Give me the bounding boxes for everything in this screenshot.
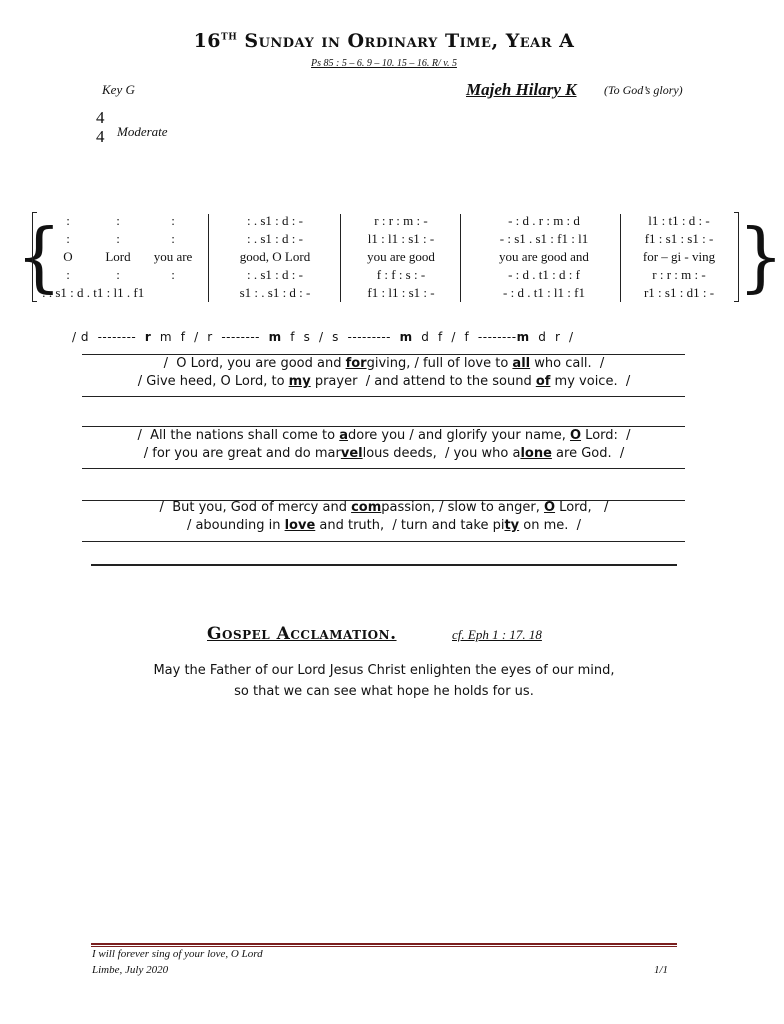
- score-cell: :: [116, 213, 120, 228]
- stressed-syllable: com: [351, 500, 382, 515]
- verse-1-line-1: [0, 356, 768, 371]
- score-cell: :: [66, 231, 70, 246]
- title-text: Sunday in Ordinary Time, Year A: [244, 30, 575, 52]
- score-cell: - : s1 . s1 : f1 : l1: [499, 231, 589, 246]
- stressed-syllable: my: [288, 374, 311, 389]
- solfa-summary-segment: m f / r --------: [151, 330, 269, 344]
- score-cell: l1 : t1 : d : -: [648, 213, 710, 228]
- stressed-syllable: love: [284, 518, 316, 533]
- score-cell: : . s1 : d : -: [247, 231, 303, 246]
- verse-text: / abounding in: [186, 518, 285, 533]
- stressed-syllable: O: [569, 428, 582, 443]
- score-cell: :: [66, 267, 70, 282]
- score-cell: O: [63, 249, 73, 264]
- verse-rule: [82, 396, 685, 397]
- verse-text: on me. /: [519, 518, 582, 533]
- solfa-voice-row-4: [20, 266, 748, 284]
- time-signature: [96, 108, 105, 146]
- verse-text: / Give heed, O Lord, to: [137, 374, 289, 389]
- score-cell: l1 : l1 : s1 : -: [367, 231, 435, 246]
- score-cell: - : d . t1 : d : f: [508, 267, 580, 282]
- solfa-summary-segment: m: [516, 330, 530, 344]
- score-cell: you are good and: [499, 249, 589, 264]
- tempo-marking: Moderate: [117, 124, 168, 139]
- composer-name: Majeh Hilary K: [466, 80, 577, 99]
- score-cell: :: [116, 267, 120, 282]
- verse-text: passion, / slow to anger,: [381, 500, 544, 515]
- verse-text: Lord: /: [581, 428, 631, 443]
- stressed-syllable: a: [339, 428, 349, 443]
- solfa-voice-row-5: [20, 284, 748, 302]
- section-divider: [91, 564, 677, 566]
- time-signature-bottom: 4: [96, 127, 105, 146]
- solfa-voice-row-1: [20, 212, 748, 230]
- solfa-voice-row-2: [20, 230, 748, 248]
- system-brace-right-outer: }: [738, 211, 784, 301]
- page-title: [0, 30, 768, 52]
- title-ordinal-suffix: TH: [221, 32, 238, 43]
- dedication: (To God’s glory): [604, 83, 683, 97]
- stressed-syllable: O: [543, 500, 556, 515]
- score-cell: r1 : s1 : d1 : -: [643, 285, 715, 300]
- verse-rule: [82, 426, 685, 427]
- stressed-syllable: all: [512, 356, 531, 371]
- score-cell: you are: [153, 249, 193, 264]
- psalm-reference: Ps 85 : 5 – 6. 9 – 10. 15 – 16. R/ v. 5: [311, 58, 457, 69]
- score-cell: [142, 284, 204, 302]
- score-cell: you are good: [367, 249, 435, 264]
- solfa-score: [16, 211, 784, 304]
- score-cell: : . s1 : d . t1 : l1 . f1: [42, 285, 145, 300]
- footer-rule-secondary: [91, 946, 677, 947]
- verse-text: prayer / and attend to the sound: [310, 374, 536, 389]
- stressed-syllable: lone: [520, 446, 552, 461]
- verse-text: lous deeds, / you who a: [362, 446, 521, 461]
- verse-text: / O Lord, you are good and: [163, 356, 346, 371]
- score-cell: :: [66, 213, 70, 228]
- gospel-acclamation-title: Gospel Acclamation.: [207, 624, 397, 644]
- score-cell: f1 : s1 : s1 : -: [644, 231, 714, 246]
- stressed-syllable: of: [535, 374, 551, 389]
- score-cell: s1 : . s1 : d : -: [239, 285, 311, 300]
- stressed-syllable: for: [345, 356, 367, 371]
- verse-rule: [82, 541, 685, 542]
- score-cell: - : d . t1 : l1 : f1: [503, 285, 585, 300]
- verse-1-line-2: [0, 374, 768, 389]
- verse-2-line-2: [0, 446, 768, 461]
- score-cell: - : d . r : m : d: [508, 213, 580, 228]
- solfa-summary-segment: m: [268, 330, 282, 344]
- time-signature-top: 4: [96, 108, 105, 127]
- stressed-syllable: ty: [504, 518, 520, 533]
- verse-3-line-2: [0, 518, 768, 533]
- solfa-summary-segment: d f / f --------: [412, 330, 517, 344]
- score-cell: :: [171, 267, 175, 282]
- score-cell: :: [116, 231, 120, 246]
- verse-text: and truth, / turn and take pi: [315, 518, 505, 533]
- score-cell: :: [171, 231, 175, 246]
- lyrics-row: [20, 248, 748, 266]
- solfa-summary-segment: m: [399, 330, 413, 344]
- solfa-summary-segment: d r /: [529, 330, 574, 344]
- footer-place-date: Limbe, July 2020: [92, 964, 169, 976]
- verse-text: my voice. /: [550, 374, 631, 389]
- score-cell: good, O Lord: [239, 249, 311, 264]
- verse-rule: [82, 468, 685, 469]
- score-cell: for – gi - ving: [642, 249, 716, 264]
- score-cell: :: [171, 213, 175, 228]
- verse-2-line-1: [0, 428, 768, 443]
- score-cell: f : f : s : -: [376, 267, 426, 282]
- verse-3-line-1: [0, 500, 768, 515]
- system-brace-left-outer: {: [16, 211, 62, 301]
- verse-text: / for you are great and do mar: [143, 446, 341, 461]
- solfa-summary-segment: f s / s ---------: [281, 330, 400, 344]
- page-number: 1/1: [654, 964, 669, 976]
- gospel-acclamation-reference: cf. Eph 1 : 17. 18: [452, 627, 542, 642]
- verse-rule: [82, 354, 685, 355]
- verse-text: / All the nations shall come to: [137, 428, 340, 443]
- verse-text: who call. /: [530, 356, 605, 371]
- footer-rule: [91, 943, 677, 945]
- gospel-line-1: May the Father of our Lord Jesus Christ enlighten the eyes of our mind,: [153, 663, 615, 678]
- verse-text: are God. /: [551, 446, 625, 461]
- solfa-summary-segment: r: [144, 330, 152, 344]
- score-cell: [94, 284, 142, 302]
- footer-refrain: I will forever sing of your love, O Lord: [92, 948, 263, 960]
- verse-text: Lord, /: [555, 500, 609, 515]
- score-cell: : . s1 : d : -: [247, 213, 303, 228]
- verse-text: giving, / full of love to: [366, 356, 513, 371]
- verse-text: dore you / and glorify your name,: [348, 428, 570, 443]
- solfa-summary-line: [72, 330, 574, 344]
- score-cell: Lord: [105, 249, 131, 264]
- solfa-summary-segment: / d --------: [72, 330, 145, 344]
- verse-text: / But you, God of mercy and: [159, 500, 352, 515]
- score-cell: r : r : m : -: [374, 213, 428, 228]
- score-cell: r : r : m : -: [652, 267, 706, 282]
- key-signature: Key G: [102, 82, 135, 97]
- score-cell: : . s1 : d : -: [247, 267, 303, 282]
- title-number: 16: [193, 30, 222, 52]
- gospel-acclamation-text: [0, 660, 768, 702]
- gospel-line-2: so that we can see what hope he holds for us.: [234, 684, 534, 699]
- stressed-syllable: vel: [340, 446, 363, 461]
- score-cell: f1 : l1 : s1 : -: [367, 285, 435, 300]
